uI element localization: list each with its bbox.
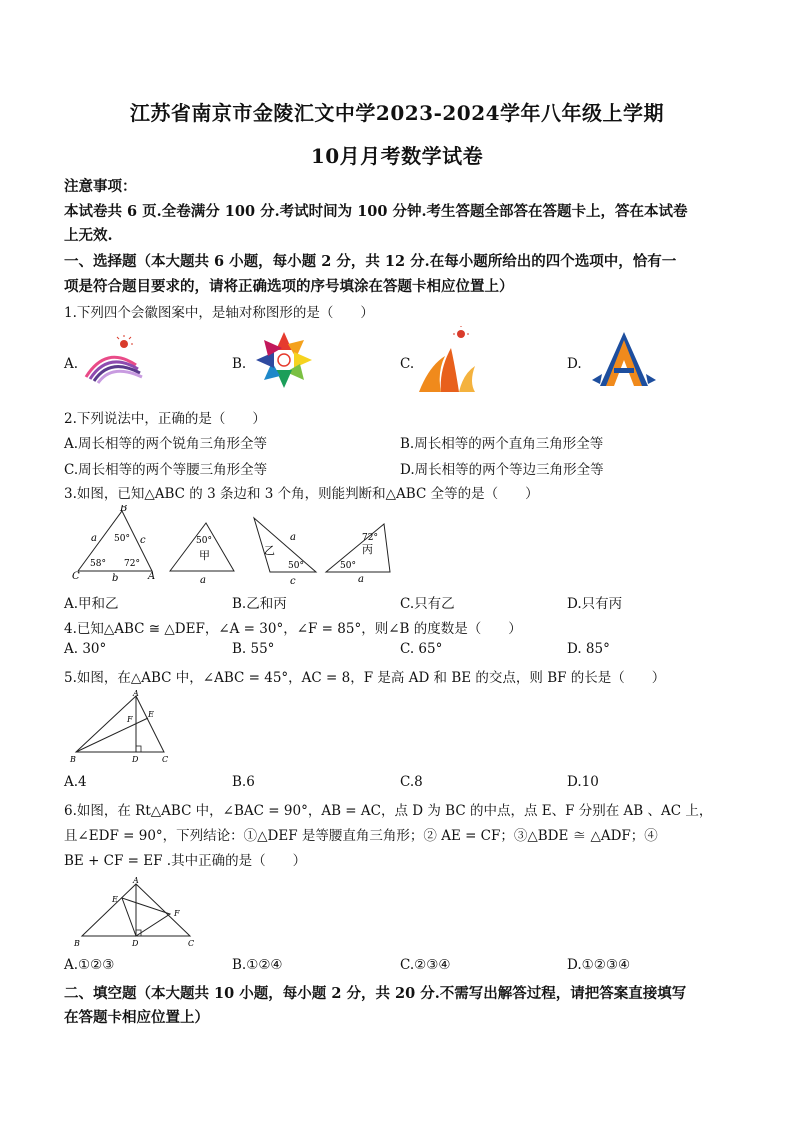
- q6-option-b: B.①②④: [232, 957, 283, 973]
- q5-label-c: C: [162, 755, 169, 764]
- q3-bing-angle-left: 50°: [340, 561, 356, 571]
- q4-option-b: B. 55°: [232, 641, 275, 657]
- exam-title-line1: 江苏省南京市金陵汇文中学2023-2024学年八年级上学期: [129, 101, 665, 125]
- notice-line2: 上无效.: [64, 227, 113, 244]
- q3-angle-c: 58°: [90, 559, 106, 569]
- q1-option-a-label: A.: [64, 356, 79, 372]
- q6-label-e: E: [112, 895, 118, 904]
- q5-figure: [68, 690, 178, 766]
- q2-stem: 2.下列说法中，正确的是（ ）: [64, 411, 266, 427]
- logo-c-flame-emblem: [415, 326, 479, 394]
- q3-jia-side: a: [200, 575, 206, 585]
- q6-stem-line1: 6.如图，在 Rt△ABC 中，∠BAC = 90°，AB = AC，点 D 为 BC 的中点，点 E、F 分别在 AB 、AC 上，: [64, 803, 713, 819]
- logo-b-ring-emblem: [252, 328, 316, 392]
- q5-option-a: A.4: [64, 774, 87, 790]
- q6-label-f: F: [174, 909, 180, 918]
- q2-option-b: B.周长相等的两个直角三角形全等: [400, 436, 604, 452]
- q5-stem: 5.如图，在△ABC 中，∠ABC = 45°，AC = 8，F 是高 AD 和 BE 的交点，则 BF 的长是（ ）: [64, 670, 666, 686]
- q3-figure-yi: [250, 512, 322, 586]
- q3-figure-abc: [64, 505, 164, 583]
- q3-option-c: C.只有乙: [400, 596, 455, 612]
- q5-label-a: A: [133, 690, 139, 698]
- q1-stem: 1.下列四个会徽图案中，是轴对称图形的是（ ）: [64, 305, 374, 321]
- section1-heading-line2: 项是符合题目要求的，请将正确选项的序号填涂在答题卡相应位置上）: [64, 278, 514, 295]
- q6-option-d: D.①②③④: [567, 957, 631, 973]
- q4-option-a: A. 30°: [64, 641, 107, 657]
- q5-option-b: B.6: [232, 774, 255, 790]
- q3-jia-name: 甲: [199, 549, 210, 562]
- q3-angle-b: 50°: [114, 534, 130, 544]
- q3-label-c: C: [72, 571, 80, 582]
- q4-option-d: D. 85°: [567, 641, 610, 657]
- notice-line1: 本试卷共 6 页.全卷满分 100 分.考试时间为 100 分钟.考生答题全部答在答题卡上，答在本试卷: [64, 203, 688, 220]
- q6-stem-line2: 且∠EDF = 90°，下列结论：①△DEF 是等腰直角三角形；② AE = CF；③△BDE ≅ △ADF；④: [64, 828, 658, 844]
- q6-label-d: D: [132, 939, 139, 948]
- section2-heading-line2: 在答题卡相应位置上）: [64, 1009, 209, 1026]
- q4-option-c: C. 65°: [400, 641, 443, 657]
- logo-a-rainbow-emblem: [80, 335, 146, 385]
- q3-label-b: B: [120, 505, 128, 514]
- q6-label-b: B: [74, 939, 80, 948]
- notice-label: 注意事项：: [64, 178, 137, 195]
- q3-option-a: A.甲和乙: [64, 596, 119, 612]
- q1-option-b-label: B.: [232, 356, 247, 372]
- q5-label-b: B: [70, 755, 76, 764]
- q3-bing-angle-top: 72°: [362, 533, 378, 543]
- q3-yi-angle: 50°: [288, 561, 304, 571]
- q3-angle-a: 72°: [124, 559, 140, 569]
- section1-heading-line1: 一、选择题（本大题共 6 小题，每小题 2 分，共 12 分.在每小题所给出的四个选项中，恰有一: [64, 253, 677, 270]
- q5-option-d: D.10: [567, 774, 599, 790]
- q3-label-side-a: a: [91, 533, 97, 544]
- q3-option-d: D.只有丙: [567, 596, 623, 612]
- q2-option-a: A.周长相等的两个锐角三角形全等: [64, 436, 268, 452]
- q1-option-d-label: D.: [567, 356, 582, 372]
- q6-label-a: A: [133, 876, 139, 885]
- q3-stem: 3.如图，已知△ABC 的 3 条边和 3 个角，则能判断和△ABC 全等的是（ ）: [64, 486, 539, 502]
- q4-stem: 4.已知△ABC ≅ △DEF，∠A = 30°，∠F = 85°，则∠B 的度数是（ ）: [64, 621, 522, 637]
- q3-yi-side-c: c: [290, 576, 296, 586]
- q1-option-c-label: C.: [400, 356, 415, 372]
- q3-figure-jia: [166, 515, 238, 585]
- q6-label-c: C: [188, 939, 195, 948]
- q5-label-f: F: [127, 715, 133, 724]
- logo-d-tower-emblem: [590, 330, 658, 390]
- q5-label-e: E: [148, 710, 154, 719]
- q6-stem-line3: BE + CF = EF .其中正确的是（ ）: [64, 853, 307, 869]
- q3-label-side-c: c: [140, 535, 146, 546]
- q3-bing-name: 丙: [362, 543, 373, 556]
- q6-option-c: C.②③④: [400, 957, 451, 973]
- q2-option-d: D.周长相等的两个等边三角形全等: [400, 462, 604, 478]
- q3-figure-bing: [322, 520, 398, 584]
- q3-bing-side: a: [358, 574, 364, 584]
- q2-option-c: C.周长相等的两个等腰三角形全等: [64, 462, 268, 478]
- q3-yi-side-a: a: [290, 532, 296, 543]
- q3-label-side-b: b: [112, 573, 119, 583]
- q3-jia-angle: 50°: [196, 536, 212, 546]
- q6-option-a: A.①②③: [64, 957, 115, 973]
- q6-figure: [70, 874, 200, 950]
- q5-label-d: D: [132, 755, 139, 764]
- q3-yi-name: 乙: [264, 544, 275, 557]
- q5-option-c: C.8: [400, 774, 423, 790]
- section2-heading-line1: 二、填空题（本大题共 10 小题，每小题 2 分，共 20 分.不需写出解答过程，请把答案直接填写: [64, 985, 687, 1002]
- exam-title-line2: 10月月考数学试卷: [310, 144, 484, 168]
- q3-label-a: A: [148, 571, 156, 582]
- q3-option-b: B.乙和丙: [232, 596, 287, 612]
